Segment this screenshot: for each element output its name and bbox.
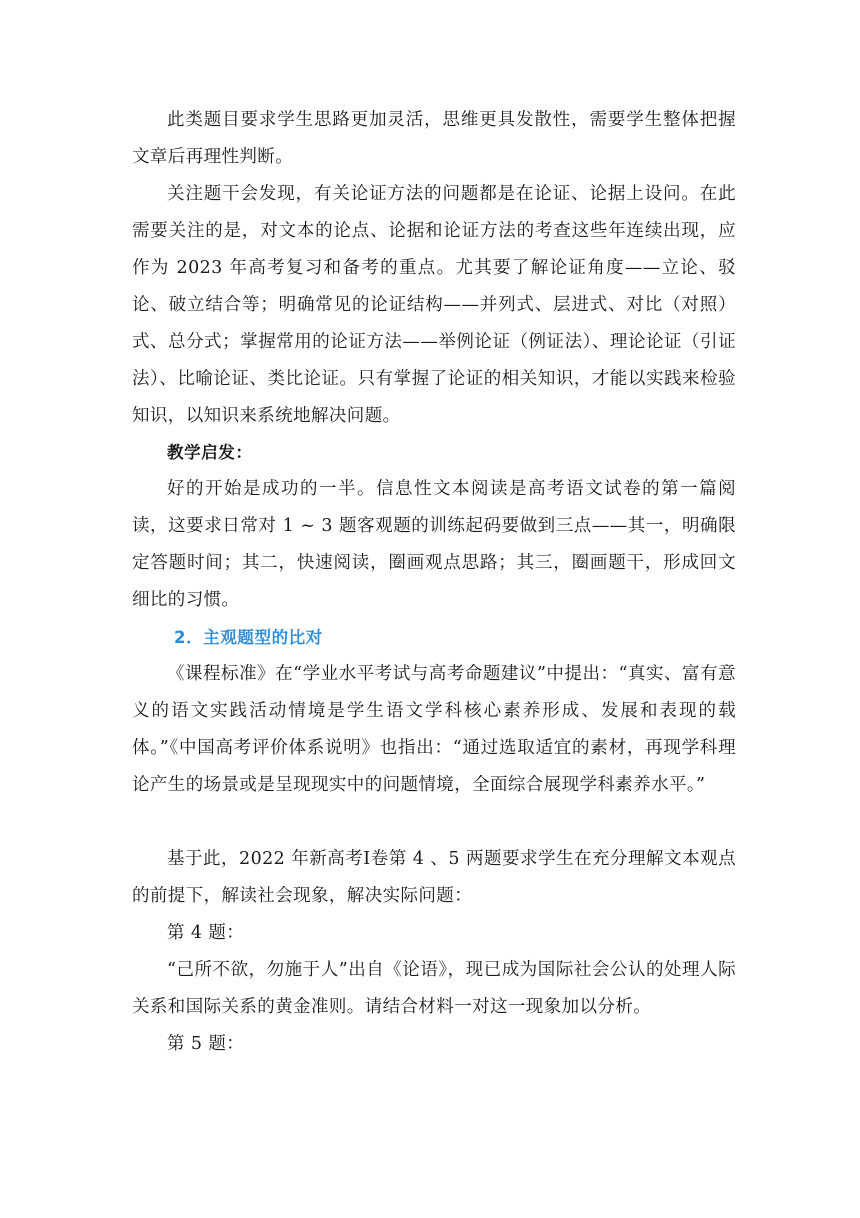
paragraph-curriculum-standard: 《课程标准》在“学业水平考试与高考命题建议”中提出：“真实、富有意义的语文实践活动情境是学生语文学科核心素养形成、发展和表现的载体。”《中国高考评价体系说明》也指出：“通过选取适宜的素材，再现学科理论产生的场景或是呈现现实中的问题情境，全面综合展现学科素养水平。” [132, 664, 736, 795]
paragraph-good-start: 好的开始是成功的一半。信息性文本阅读是高考语文试卷的第一篇阅读，这要求日常对 1 ~ 3 题客观题的训练起码要做到三点——其一，明确限定答题时间；其二，快速阅读，圈画观点思路；其三，圈画题干，形成回文细比的习惯。 [132, 479, 736, 610]
paragraph-divergent-thinking: 此类题目要求学生思路更加灵活，思维更具发散性，需要学生整体把握文章后再理性判断。 [132, 110, 736, 167]
teaching-insight-heading: 教学启发： [167, 443, 253, 462]
paragraph-argument-methods: 关注题干会发现，有关论证方法的问题都是在论证、论据上设问。在此需要关注的是，对文本的论点、论据和论证方法的考查这些年连续出现，应作为 2023 年高考复习和备考的重点。尤其要了解论证角度——立论、驳论、破立结合等；明确常见的论证结构——并列式、层进式、对比（对照）式、总分式；掌握常用的论证方法——举例论证（例证法）、理论论证（引证法）、比喻论证、类比论证。只有掌握了论证的相关知识，才能以实践来检验知识，以知识来系统地解决问题。 [132, 184, 736, 426]
question-4-label: 第 4 题： [167, 923, 245, 943]
question-5-label: 第 5 题： [167, 1034, 245, 1054]
question-4-text: “己所不欲，勿施于人”出自《论语》，现已成为国际社会公认的处理人际关系和国际关系的黄金准则。请结合材料一对这一现象加以分析。 [132, 960, 736, 1017]
paragraph-based-on-this: 基于此，2022 年新高考Ⅰ卷第 4 、5 两题要求学生在充分理解文本观点的前提下，解读社会现象，解决实际问题： [132, 849, 736, 906]
section-heading-subjective-questions: 2．主观题型的比对 [174, 628, 323, 647]
